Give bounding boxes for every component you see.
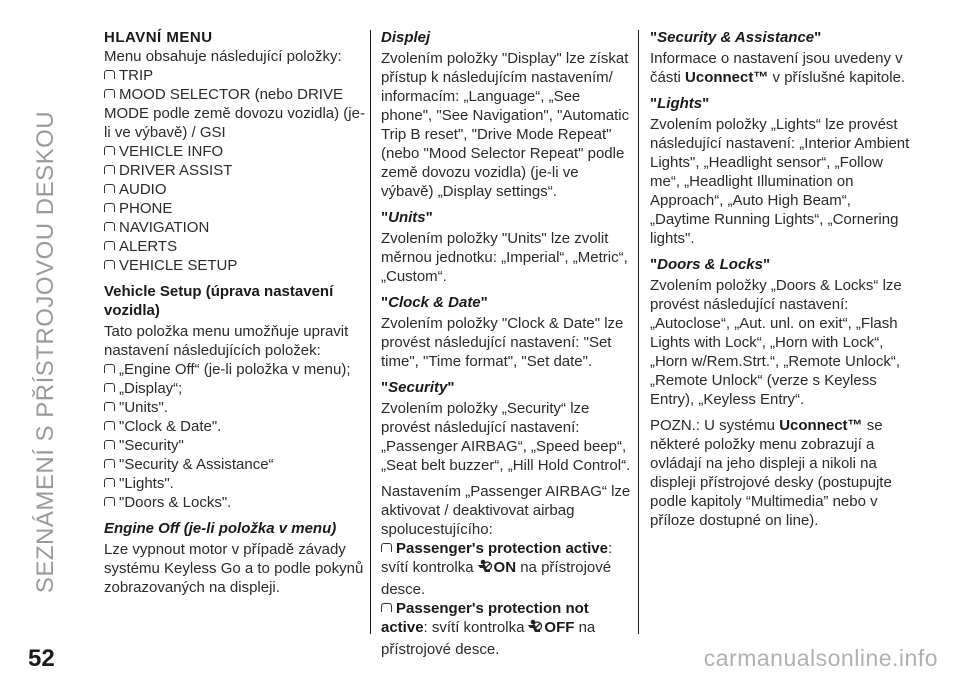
- column-divider: [638, 30, 639, 634]
- list-item: "Lights".: [104, 474, 366, 493]
- intro-text: Tato položka menu umožňuje upravit nastavení následujících položek:: [104, 323, 349, 359]
- airbag-text: Nastavením „Passenger AIRBAG“ lze aktivovat / deaktivovat airbag spolucestujícího:: [381, 483, 631, 538]
- clock-heading: "Clock & Date": [381, 294, 488, 311]
- list-item: „Display“;: [104, 379, 366, 398]
- column-2: [381, 28, 633, 659]
- airbag-off-warning-icon: [525, 619, 543, 640]
- doors-locks-text: Zvolením položky „Doors & Locks“ lze provést následující nastavení: „Autoclose“, „Aut. unl. on exit“, „Flash Lights with Lock“, „Horn with Lock“, „Horn w/Rem.Strt.“, „Remote Unlock“, „Remote Unlock“ (verze s Keyless Entry), „Keyless Entry“.: [650, 277, 902, 408]
- list-item: PHONE: [104, 199, 366, 218]
- list-item: "Clock & Date".: [104, 417, 366, 436]
- bullet-icon: [104, 459, 115, 468]
- bullet-icon: [104, 146, 115, 155]
- page-number: 52: [28, 645, 55, 672]
- bullet-icon: [104, 478, 115, 487]
- bullet-icon: [104, 70, 115, 79]
- engine-off-text: Lze vypnout motor v případě závady systému Keyless Go a to podle pokynů zobrazovaných na displeji.: [104, 541, 364, 596]
- doors-locks-heading: "Doors & Locks": [650, 256, 771, 273]
- protection-not-active-item: Passenger's protection not active: svítí kontrolka OFF na přístrojové desce.: [381, 600, 596, 658]
- bullet-icon: [381, 603, 392, 612]
- intro-text: Menu obsahuje následující položky:: [104, 48, 342, 65]
- airbag-off-warning-icon: [475, 559, 493, 580]
- list-item: ALERTS: [104, 237, 366, 256]
- lights-text: Zvolením položky „Lights“ lze provést následující nastavení: „Interior Ambient Lights", „Headlight sensor“, „Follow me“, „Headlight Illumination on Approach“, „Auto High Beam“, „Daytime Running Lights“, „Cornering lights".: [650, 116, 910, 247]
- bullet-icon: [104, 364, 115, 373]
- bullet-icon: [104, 89, 115, 98]
- vehicle-setup-heading: Vehicle Setup (úprava nastavení vozidla): [104, 283, 334, 319]
- list-item: AUDIO: [104, 180, 366, 199]
- list-item: NAVIGATION: [104, 218, 366, 237]
- side-section-title: SEZNÁMENÍ S PŘÍSTROJOVOU DESKOU: [32, 110, 59, 594]
- list-item: „Engine Off“ (je-li položka v menu);: [104, 360, 366, 379]
- bullet-icon: [104, 260, 115, 269]
- bullet-icon: [104, 165, 115, 174]
- list-item: "Security": [104, 436, 366, 455]
- list-item: "Doors & Locks".: [104, 493, 366, 512]
- bullet-icon: [104, 440, 115, 449]
- list-item: MOOD SELECTOR (nebo DRIVE MODE podle země dovozu vozidla) (je-li ve výbavě) / GSI: [104, 86, 365, 141]
- vehicle-setup-list: [104, 322, 366, 512]
- column-divider: [370, 30, 371, 634]
- security-text: Zvolením položky „Security“ lze provést následující nastavení: „Passenger AIRBAG“, „Speed beep“, „Seat belt buzzer“, „Hill Hold Control“.: [381, 400, 631, 474]
- security-assistance-heading: "Security & Assistance": [650, 29, 822, 46]
- display-text: Zvolením položky "Display" lze získat přístup k následujícím nastavením/ informacím: „Language“, „See phone", "See Navigation", "Automatic Trip B reset", "Drive Mode Repeat" (nebo "Mood Selector Repeat" podle země dovozu vozidla) (je-li ve výbavě) „Display settings“.: [381, 50, 630, 200]
- column-1: [104, 28, 366, 604]
- bullet-icon: [104, 497, 115, 506]
- note-text: POZN.: U systému Uconnect™ se některé položky menu zobrazují a ovládají na jeho displeji a nikoli na displeji přístrojové desky (postupujte podle kapitoly “Multimedia” nebo v příloze dostupné on line).: [650, 417, 892, 529]
- bullet-icon: [104, 383, 115, 392]
- main-menu-list: [104, 47, 366, 275]
- list-item: "Units".: [104, 398, 366, 417]
- bullet-icon: [104, 203, 115, 212]
- main-menu-title: HLAVNÍ MENU: [104, 29, 213, 46]
- bullet-icon: [104, 241, 115, 250]
- list-item: VEHICLE INFO: [104, 142, 366, 161]
- list-item: VEHICLE SETUP: [104, 256, 366, 275]
- clock-text: Zvolením položky "Clock & Date" lze provést následující nastavení: "Set time", "Time format", "Set date".: [381, 315, 624, 370]
- units-text: Zvolením položky "Units" lze zvolit měrnou jednotku: „Imperial“, „Metric“, „Custom“.: [381, 230, 628, 285]
- bullet-icon: [104, 222, 115, 231]
- bullet-icon: [104, 184, 115, 193]
- list-item: TRIP: [104, 66, 366, 85]
- list-item: "Security & Assistance“: [104, 455, 366, 474]
- bullet-icon: [381, 543, 392, 552]
- units-heading: "Units": [381, 209, 433, 226]
- display-heading: Displej: [381, 29, 431, 46]
- security-heading: "Security": [381, 379, 455, 396]
- watermark: carmanualsonline.info: [703, 645, 938, 671]
- protection-active-item: Passenger's protection active: svítí kontrolka ON na přístrojové desce.: [381, 540, 613, 598]
- list-item: DRIVER ASSIST: [104, 161, 366, 180]
- engine-off-heading: Engine Off (je-li položka v menu): [104, 520, 337, 537]
- bullet-icon: [104, 402, 115, 411]
- bullet-icon: [104, 421, 115, 430]
- lights-heading: "Lights": [650, 95, 710, 112]
- column-3: [650, 28, 910, 537]
- security-assistance-text: Informace o nastavení jsou uvedeny v části Uconnect™ v příslušné kapitole.: [650, 50, 906, 86]
